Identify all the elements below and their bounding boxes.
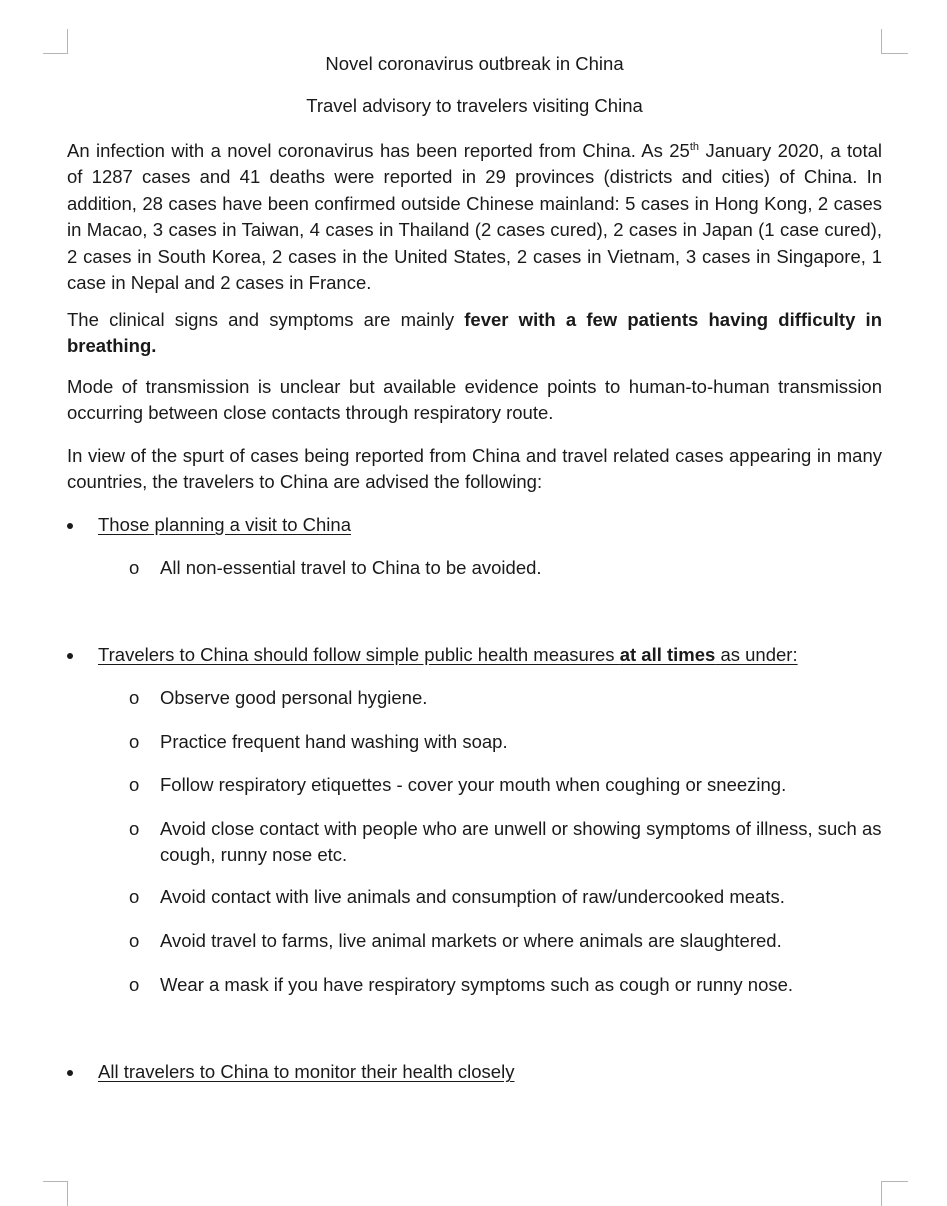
- bullet-icon: [67, 512, 73, 518]
- paragraph-symptoms: The clinical signs and symptoms are mainly fever with a few patients having difficulty in breathing.: [67, 309, 882, 357]
- paragraph-advice-intro: In view of the spurt of cases being reported from China and travel related cases appearing in many countries, the travelers to China are advised the following:: [67, 445, 882, 493]
- crop-mark-bottom-left: [43, 1181, 68, 1206]
- crop-mark-bottom-right: [881, 1181, 908, 1206]
- circle-bullet-icon: o: [129, 687, 140, 708]
- bullet-heading: Travelers to China should follow simple public health measures at all times as under:: [98, 644, 798, 665]
- circle-bullet-icon: o: [129, 818, 140, 839]
- document-title: Novel coronavirus outbreak in China: [325, 53, 624, 74]
- circle-bullet-icon: o: [129, 974, 140, 995]
- paragraph-transmission: Mode of transmission is unclear but available evidence points to human-to-human transmission occurring between close contacts through respiratory route.: [67, 376, 882, 424]
- circle-bullet-icon: o: [129, 557, 140, 578]
- circle-bullet-icon: o: [129, 930, 140, 951]
- paragraph-outbreak-summary: An infection with a novel coronavirus has been reported from China. As 25th January 2020, a total of 1287 cases and 41 deaths were reported in 29 provinces (districts and cities) of China. In addition, 28 cases have been confirmed outside Chinese mainland: 5 cases in Hong Kong, 2 cases in Macao, 3 cases in Taiwan, 4 cases in Thailand (2 cases cured), 2 cases in Japan (1 case cured), 2 cases in South Korea, 2 cases in the United States, 2 cases in Vietnam, 3 cases in Singapore, 1 case in Nepal and 2 cases in France.: [67, 140, 883, 294]
- document-subtitle: Travel advisory to travelers visiting China: [306, 95, 643, 116]
- circle-bullet-icon: o: [129, 731, 140, 752]
- crop-mark-top-right: [881, 29, 908, 54]
- circle-bullet-icon: o: [129, 886, 140, 907]
- bullet-heading: All travelers to China to monitor their health closely: [98, 1061, 515, 1082]
- bullet-heading: Those planning a visit to China: [98, 514, 351, 535]
- crop-mark-top-left: [43, 29, 68, 54]
- bullet-icon: [67, 1059, 73, 1065]
- circle-bullet-icon: o: [129, 774, 140, 795]
- bullet-icon: [67, 642, 73, 648]
